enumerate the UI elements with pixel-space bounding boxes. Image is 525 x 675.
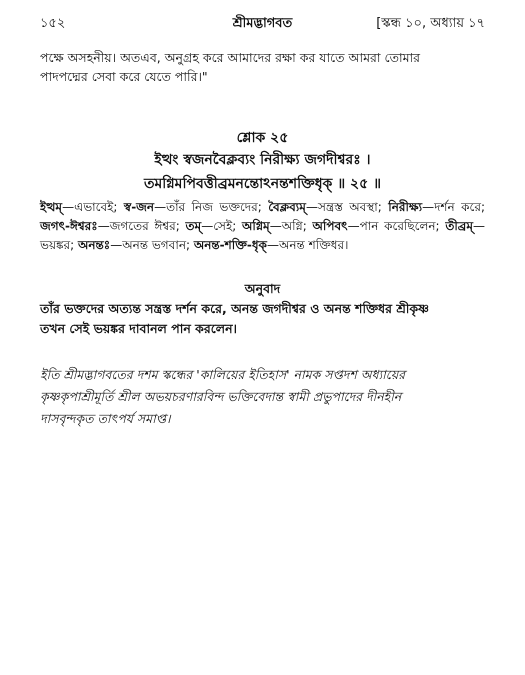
synonym-word: নিরীক্ষ্য — [388, 200, 423, 214]
page-number: ১৫২ — [40, 16, 66, 31]
synonym-word: ইত্থম্ — [40, 200, 63, 214]
synonym-word: অপিবৎ — [312, 219, 348, 233]
book-title: শ্রীমদ্ভাগবত — [232, 16, 293, 31]
synonym-meaning: —ভয়ঙ্কর; — [40, 219, 485, 252]
synonym-word: অনন্ত-শক্তি-ধৃক্ — [193, 238, 267, 252]
translation-text — [40, 299, 485, 339]
synonym-word: তম্ — [185, 219, 202, 233]
verse-label: শ্লোক ২৫ — [236, 130, 289, 146]
chapter-reference: [স্কন্ধ ১০, অধ্যায় ১৭ — [376, 16, 485, 31]
synonym-meaning: —অনন্ত ভগবান; — [110, 238, 194, 252]
closing-line: কৃষ্ণকৃপাশ্রীমূর্তি শ্রীল অভয়চরণারবিন্দ ভক্তিবেদান্ত স্বামী প্রভুপাদের দীনহীন — [40, 389, 402, 404]
closing-line: ইতি শ্রীমদ্ভাগবতের দশম স্কন্ধের 'কালিয়ের ইতিহাস' নামক সপ্তদশ অধ্যায়ের — [40, 367, 406, 382]
synonym-word: অগ্নিম্ — [242, 219, 270, 233]
synonym-meaning: —অনন্ত শক্তিধর। — [266, 238, 349, 252]
chapter-closing-text — [40, 364, 485, 430]
synonym-meaning: —সেই; — [201, 219, 242, 233]
synonym-meaning: —দর্শন করে; — [422, 200, 485, 214]
synonym-word: স্ব-জন — [123, 200, 155, 214]
synonym-meaning: —জগতের ঈশ্বর; — [97, 219, 186, 233]
paragraph-line: পাদপদ্মের সেবা করে যেতে পারি।" — [40, 69, 208, 84]
synonym-meaning: —অগ্নি; — [269, 219, 313, 233]
prayer-paragraph — [40, 48, 485, 86]
page-header — [40, 14, 485, 34]
translation-label: অনুবাদ — [244, 281, 281, 296]
translation-line: তখন সেই ভয়ঙ্কর দাবানল পান করলেন। — [40, 321, 238, 336]
verse-line-2: তমগ্নিমপিবত্তীব্রমনন্তোঽনন্তশক্তিধৃক্ ॥ ২৫ ॥ — [143, 176, 381, 192]
synonym-meaning: —পান করেছিলেন; — [347, 219, 446, 233]
verse-line-1: ইত্থং স্বজনবৈক্লব্যং নিরীক্ষ্য জগদীশ্বরঃ । — [154, 152, 371, 168]
synonym-meaning: —তাঁর নিজ ভক্তদের; — [154, 200, 269, 214]
word-synonyms — [40, 198, 485, 255]
synonym-word: তীব্রম্ — [445, 219, 473, 233]
synonym-word: বৈক্লব্যম্ — [268, 200, 306, 214]
paragraph-line: পক্ষে অসহনীয়। অতএব, অনুগ্রহ করে আমাদের রক্ষা কর যাতে আমরা তোমার — [40, 50, 421, 65]
synonym-meaning: —সন্ত্রস্ত অবস্থা; — [305, 200, 389, 214]
translation-line: তাঁর ভক্তদের অত্যন্ত সন্ত্রস্ত দর্শন করে, অনন্ত জগদীশ্বর ও অনন্ত শক্তিধর শ্রীকৃষ্ণ — [40, 301, 429, 316]
synonym-word: অনন্তঃ — [77, 238, 111, 252]
closing-line: দাসবৃন্দকৃত তাৎপর্য সমাপ্ত। — [40, 411, 171, 426]
synonym-word: জগৎ-ঈশ্বরঃ — [40, 219, 98, 233]
synonym-meaning: —এভাবেই; — [62, 200, 124, 214]
